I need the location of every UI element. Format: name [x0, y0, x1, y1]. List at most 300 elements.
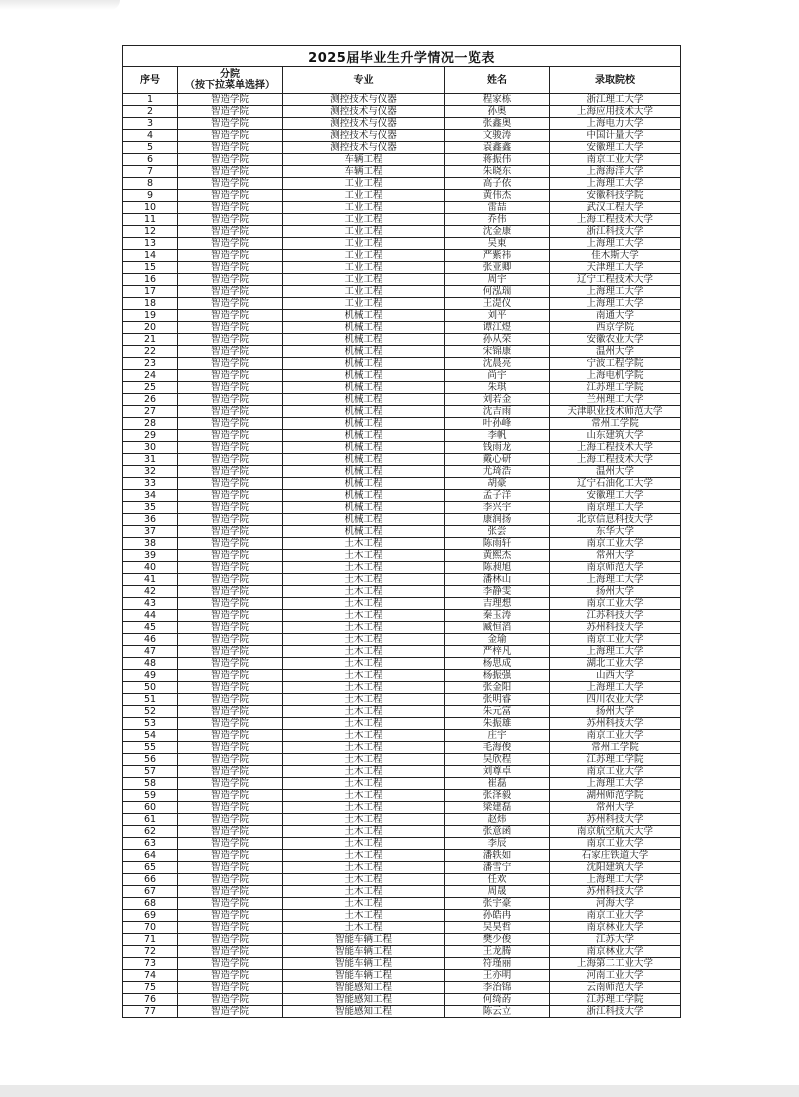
- table-row: [123, 562, 681, 574]
- cell-college[interactable]: 智造学院: [178, 394, 283, 406]
- admission-table: [122, 45, 681, 1018]
- cell-no: 28: [123, 418, 178, 430]
- table-row: [123, 526, 681, 538]
- table-row: [123, 826, 681, 838]
- cell-name: 任欢: [445, 874, 550, 886]
- table-row: [123, 322, 681, 334]
- cell-no: 41: [123, 574, 178, 586]
- cell-name: 吴東: [445, 238, 550, 250]
- table-row: [123, 958, 681, 970]
- cell-major: 工业工程: [283, 238, 445, 250]
- cell-no: 71: [123, 934, 178, 946]
- cell-major: 土木工程: [283, 910, 445, 922]
- cell-name: 程家栋: [445, 94, 550, 106]
- table-row: [123, 970, 681, 982]
- cell-major: 工业工程: [283, 250, 445, 262]
- cell-school: 兰州理工大学: [550, 394, 681, 406]
- cell-college[interactable]: 智造学院: [178, 982, 283, 994]
- cell-school: 辽宁工程技术大学: [550, 274, 681, 286]
- header-college: [178, 67, 283, 94]
- cell-name: 张亚卿: [445, 262, 550, 274]
- cell-name: 金瑜: [445, 634, 550, 646]
- cell-college[interactable]: 智造学院: [178, 670, 283, 682]
- cell-college[interactable]: 智造学院: [178, 478, 283, 490]
- page-corner-shadow: [0, 0, 120, 10]
- cell-college[interactable]: 智造学院: [178, 910, 283, 922]
- table-row: [123, 310, 681, 322]
- cell-college[interactable]: 智造学院: [178, 706, 283, 718]
- cell-major: 智能车辆工程: [283, 970, 445, 982]
- table-row: [123, 694, 681, 706]
- cell-no: 55: [123, 742, 178, 754]
- table-row: [123, 622, 681, 634]
- cell-major: 工业工程: [283, 202, 445, 214]
- table-row: [123, 1006, 681, 1018]
- cell-no: 65: [123, 862, 178, 874]
- cell-major: 工业工程: [283, 298, 445, 310]
- cell-college[interactable]: 智造学院: [178, 826, 283, 838]
- cell-college[interactable]: 智造学院: [178, 586, 283, 598]
- cell-name: 王亦明: [445, 970, 550, 982]
- cell-major: 机械工程: [283, 418, 445, 430]
- cell-school: 宁波工程学院: [550, 358, 681, 370]
- cell-name: 吴昊哲: [445, 922, 550, 934]
- cell-no: 61: [123, 814, 178, 826]
- cell-no: 12: [123, 226, 178, 238]
- cell-name: 李治锦: [445, 982, 550, 994]
- table-row: [123, 610, 681, 622]
- cell-college[interactable]: 智造学院: [178, 418, 283, 430]
- cell-major: 机械工程: [283, 334, 445, 346]
- cell-school: 山西大学: [550, 670, 681, 682]
- table-row: [123, 658, 681, 670]
- cell-no: 43: [123, 598, 178, 610]
- cell-name: 袁鑫鑫: [445, 142, 550, 154]
- table-row: [123, 250, 681, 262]
- cell-name: 胡豪: [445, 478, 550, 490]
- cell-no: 73: [123, 958, 178, 970]
- cell-college[interactable]: 智造学院: [178, 598, 283, 610]
- table-row: [123, 586, 681, 598]
- cell-college[interactable]: 智造学院: [178, 286, 283, 298]
- cell-no: 22: [123, 346, 178, 358]
- cell-major: 机械工程: [283, 466, 445, 478]
- cell-name: 张宇豪: [445, 898, 550, 910]
- cell-college[interactable]: 智造学院: [178, 94, 283, 106]
- cell-major: 土木工程: [283, 586, 445, 598]
- cell-college[interactable]: 智造学院: [178, 862, 283, 874]
- cell-college[interactable]: 智造学院: [178, 406, 283, 418]
- cell-name: 康润扬: [445, 514, 550, 526]
- cell-name: 吉理想: [445, 598, 550, 610]
- cell-college[interactable]: 智造学院: [178, 790, 283, 802]
- table-row: [123, 502, 681, 514]
- cell-major: 土木工程: [283, 922, 445, 934]
- cell-major: 机械工程: [283, 430, 445, 442]
- cell-school: 苏州科技大学: [550, 718, 681, 730]
- cell-major: 测控技术与仪器: [283, 106, 445, 118]
- table-title: 2025届毕业生升学情况一览表: [123, 46, 681, 67]
- cell-no: 26: [123, 394, 178, 406]
- table-row: [123, 682, 681, 694]
- cell-school: 上海理工大学: [550, 178, 681, 190]
- table-row: [123, 454, 681, 466]
- cell-school: 南京工业大学: [550, 154, 681, 166]
- cell-college[interactable]: 智造学院: [178, 298, 283, 310]
- cell-no: 45: [123, 622, 178, 634]
- header-major: 专业: [283, 67, 445, 94]
- cell-major: 土木工程: [283, 898, 445, 910]
- cell-major: 土木工程: [283, 574, 445, 586]
- cell-school: 天津职业技术师范大学: [550, 406, 681, 418]
- cell-no: 77: [123, 1006, 178, 1018]
- cell-major: 车辆工程: [283, 166, 445, 178]
- cell-school: 安徽科技学院: [550, 190, 681, 202]
- cell-school: 西京学院: [550, 322, 681, 334]
- cell-major: 土木工程: [283, 670, 445, 682]
- cell-name: 庄宇: [445, 730, 550, 742]
- cell-name: 何绮菂: [445, 994, 550, 1006]
- cell-no: 42: [123, 586, 178, 598]
- cell-no: 15: [123, 262, 178, 274]
- table-row: [123, 394, 681, 406]
- cell-no: 20: [123, 322, 178, 334]
- cell-major: 土木工程: [283, 790, 445, 802]
- cell-college[interactable]: 智造学院: [178, 778, 283, 790]
- cell-no: 51: [123, 694, 178, 706]
- table-row: [123, 766, 681, 778]
- cell-major: 土木工程: [283, 742, 445, 754]
- cell-major: 工业工程: [283, 190, 445, 202]
- cell-no: 34: [123, 490, 178, 502]
- cell-name: 李静雯: [445, 586, 550, 598]
- cell-major: 土木工程: [283, 634, 445, 646]
- cell-major: 智能车辆工程: [283, 934, 445, 946]
- cell-major: 工业工程: [283, 286, 445, 298]
- cell-college[interactable]: 智造学院: [178, 550, 283, 562]
- cell-college[interactable]: 智造学院: [178, 1006, 283, 1018]
- cell-name: 孙皓冉: [445, 910, 550, 922]
- cell-name: 严梓凡: [445, 646, 550, 658]
- header-school: 录取院校: [550, 67, 681, 94]
- cell-no: 57: [123, 766, 178, 778]
- cell-major: 土木工程: [283, 838, 445, 850]
- cell-school: 湖北工业大学: [550, 658, 681, 670]
- cell-college[interactable]: 智造学院: [178, 310, 283, 322]
- table-row: [123, 334, 681, 346]
- cell-major: 机械工程: [283, 406, 445, 418]
- cell-college[interactable]: 智造学院: [178, 970, 283, 982]
- cell-no: 31: [123, 454, 178, 466]
- cell-college[interactable]: 智造学院: [178, 370, 283, 382]
- cell-school: 苏州科技大学: [550, 622, 681, 634]
- cell-no: 60: [123, 802, 178, 814]
- cell-college[interactable]: 智造学院: [178, 898, 283, 910]
- cell-name: 赵炜: [445, 814, 550, 826]
- cell-major: 工业工程: [283, 178, 445, 190]
- cell-no: 70: [123, 922, 178, 934]
- cell-major: 土木工程: [283, 802, 445, 814]
- cell-major: 机械工程: [283, 382, 445, 394]
- cell-school: 上海理工大学: [550, 646, 681, 658]
- cell-name: 谭江煜: [445, 322, 550, 334]
- cell-name: 杨振强: [445, 670, 550, 682]
- cell-school: 山东建筑大学: [550, 430, 681, 442]
- cell-college[interactable]: 智造学院: [178, 466, 283, 478]
- table-row: [123, 190, 681, 202]
- cell-college[interactable]: 智造学院: [178, 958, 283, 970]
- cell-no: 62: [123, 826, 178, 838]
- cell-college[interactable]: 智造学院: [178, 238, 283, 250]
- cell-college[interactable]: 智造学院: [178, 946, 283, 958]
- cell-no: 7: [123, 166, 178, 178]
- cell-no: 58: [123, 778, 178, 790]
- cell-no: 4: [123, 130, 178, 142]
- cell-name: 黄熙杰: [445, 550, 550, 562]
- cell-college[interactable]: 智造学院: [178, 622, 283, 634]
- cell-school: 上海工程技术大学: [550, 442, 681, 454]
- cell-school: 上海理工大学: [550, 298, 681, 310]
- cell-name: 宋锦康: [445, 346, 550, 358]
- cell-no: 69: [123, 910, 178, 922]
- table-row: [123, 226, 681, 238]
- table-row: [123, 946, 681, 958]
- table-row: [123, 382, 681, 394]
- cell-school: 南京师范大学: [550, 562, 681, 574]
- cell-college[interactable]: 智造学院: [178, 526, 283, 538]
- table-row: [123, 238, 681, 250]
- cell-school: 河海大学: [550, 898, 681, 910]
- cell-school: 浙江科技大学: [550, 1006, 681, 1018]
- cell-school: 上海理工大学: [550, 778, 681, 790]
- cell-name: 秦玉涛: [445, 610, 550, 622]
- table-row: [123, 418, 681, 430]
- cell-major: 土木工程: [283, 874, 445, 886]
- cell-college[interactable]: 智造学院: [178, 502, 283, 514]
- cell-college[interactable]: 智造学院: [178, 226, 283, 238]
- cell-school: 东华大学: [550, 526, 681, 538]
- cell-college[interactable]: 智造学院: [178, 610, 283, 622]
- cell-college[interactable]: 智造学院: [178, 358, 283, 370]
- table-row: [123, 550, 681, 562]
- cell-no: 59: [123, 790, 178, 802]
- cell-school: 沈阳建筑大学: [550, 862, 681, 874]
- cell-college[interactable]: 智造学院: [178, 322, 283, 334]
- cell-no: 18: [123, 298, 178, 310]
- cell-college[interactable]: 智造学院: [178, 166, 283, 178]
- cell-college[interactable]: 智造学院: [178, 202, 283, 214]
- table-row: [123, 202, 681, 214]
- cell-college[interactable]: 智造学院: [178, 190, 283, 202]
- cell-college[interactable]: 智造学院: [178, 838, 283, 850]
- table-row: [123, 838, 681, 850]
- cell-college[interactable]: 智造学院: [178, 682, 283, 694]
- cell-name: 陈雨轩: [445, 538, 550, 550]
- cell-school: 温州大学: [550, 346, 681, 358]
- header-name: 姓名: [445, 67, 550, 94]
- cell-college[interactable]: 智造学院: [178, 130, 283, 142]
- cell-college[interactable]: 智造学院: [178, 634, 283, 646]
- table-row: [123, 886, 681, 898]
- cell-college[interactable]: 智造学院: [178, 262, 283, 274]
- table-row: [123, 994, 681, 1006]
- cell-college[interactable]: 智造学院: [178, 718, 283, 730]
- cell-name: 刘若金: [445, 394, 550, 406]
- cell-name: 潘雪宁: [445, 862, 550, 874]
- cell-school: 石家庄铁道大学: [550, 850, 681, 862]
- cell-major: 机械工程: [283, 454, 445, 466]
- cell-no: 38: [123, 538, 178, 550]
- cell-major: 土木工程: [283, 682, 445, 694]
- cell-name: 符瑾丽: [445, 958, 550, 970]
- cell-college[interactable]: 智造学院: [178, 850, 283, 862]
- cell-college[interactable]: 智造学院: [178, 814, 283, 826]
- cell-name: 陈昶旭: [445, 562, 550, 574]
- cell-major: 土木工程: [283, 598, 445, 610]
- cell-college[interactable]: 智造学院: [178, 922, 283, 934]
- table-row: [123, 742, 681, 754]
- table-row: [123, 298, 681, 310]
- cell-no: 17: [123, 286, 178, 298]
- cell-name: 刘尊卓: [445, 766, 550, 778]
- cell-school: 上海理工大学: [550, 574, 681, 586]
- cell-college[interactable]: 智造学院: [178, 514, 283, 526]
- cell-college[interactable]: 智造学院: [178, 346, 283, 358]
- cell-no: 35: [123, 502, 178, 514]
- cell-college[interactable]: 智造学院: [178, 154, 283, 166]
- cell-no: 53: [123, 718, 178, 730]
- cell-no: 27: [123, 406, 178, 418]
- cell-college[interactable]: 智造学院: [178, 754, 283, 766]
- cell-college[interactable]: 智造学院: [178, 562, 283, 574]
- cell-college[interactable]: 智造学院: [178, 574, 283, 586]
- cell-college[interactable]: 智造学院: [178, 538, 283, 550]
- table-row: [123, 934, 681, 946]
- cell-no: 63: [123, 838, 178, 850]
- table-row: [123, 802, 681, 814]
- cell-no: 40: [123, 562, 178, 574]
- cell-school: 湖州师范学院: [550, 790, 681, 802]
- cell-name: 乔伟: [445, 214, 550, 226]
- cell-no: 21: [123, 334, 178, 346]
- cell-no: 48: [123, 658, 178, 670]
- table-row: [123, 166, 681, 178]
- cell-college[interactable]: 智造学院: [178, 934, 283, 946]
- table-row: [123, 922, 681, 934]
- cell-school: 南京林业大学: [550, 946, 681, 958]
- cell-name: 尚宇: [445, 370, 550, 382]
- cell-no: 3: [123, 118, 178, 130]
- cell-name: 钱雨龙: [445, 442, 550, 454]
- cell-school: 南京理工大学: [550, 502, 681, 514]
- cell-college[interactable]: 智造学院: [178, 886, 283, 898]
- cell-college[interactable]: 智造学院: [178, 334, 283, 346]
- cell-name: 叶孙峰: [445, 418, 550, 430]
- cell-name: 孙奥: [445, 106, 550, 118]
- cell-no: 16: [123, 274, 178, 286]
- cell-college[interactable]: 智造学院: [178, 274, 283, 286]
- cell-name: 王湜仪: [445, 298, 550, 310]
- cell-name: 雷喆: [445, 202, 550, 214]
- cell-no: 44: [123, 610, 178, 622]
- cell-no: 13: [123, 238, 178, 250]
- cell-major: 测控技术与仪器: [283, 118, 445, 130]
- cell-college[interactable]: 智造学院: [178, 454, 283, 466]
- cell-college[interactable]: 智造学院: [178, 646, 283, 658]
- cell-major: 工业工程: [283, 262, 445, 274]
- cell-major: 机械工程: [283, 346, 445, 358]
- cell-name: 李辰: [445, 838, 550, 850]
- cell-school: 浙江科技大学: [550, 226, 681, 238]
- cell-school: 中国计量大学: [550, 130, 681, 142]
- cell-college[interactable]: 智造学院: [178, 442, 283, 454]
- table-row: [123, 358, 681, 370]
- table-body: [123, 94, 681, 1018]
- cell-college[interactable]: 智造学院: [178, 802, 283, 814]
- cell-college[interactable]: 智造学院: [178, 742, 283, 754]
- cell-school: 南京工业大学: [550, 910, 681, 922]
- cell-no: 10: [123, 202, 178, 214]
- cell-college[interactable]: 智造学院: [178, 490, 283, 502]
- cell-college[interactable]: 智造学院: [178, 106, 283, 118]
- table-row: [123, 634, 681, 646]
- cell-school: 上海第二工业大学: [550, 958, 681, 970]
- cell-school: 上海工程技术大学: [550, 214, 681, 226]
- cell-college[interactable]: 智造学院: [178, 142, 283, 154]
- cell-college[interactable]: 智造学院: [178, 766, 283, 778]
- cell-school: 上海海洋大学: [550, 166, 681, 178]
- table-row: [123, 214, 681, 226]
- cell-major: 机械工程: [283, 490, 445, 502]
- cell-college[interactable]: 智造学院: [178, 994, 283, 1006]
- cell-school: 南京工业大学: [550, 766, 681, 778]
- cell-name: 何泓瑞: [445, 286, 550, 298]
- cell-college[interactable]: 智造学院: [178, 430, 283, 442]
- cell-name: 李兴宇: [445, 502, 550, 514]
- cell-college[interactable]: 智造学院: [178, 874, 283, 886]
- cell-school: 南京工业大学: [550, 838, 681, 850]
- cell-school: 南京林业大学: [550, 922, 681, 934]
- cell-school: 常州大学: [550, 550, 681, 562]
- cell-name: 沈金康: [445, 226, 550, 238]
- cell-major: 机械工程: [283, 442, 445, 454]
- cell-school: 南京工业大学: [550, 538, 681, 550]
- cell-major: 土木工程: [283, 622, 445, 634]
- table-row: [123, 154, 681, 166]
- table-row: [123, 478, 681, 490]
- cell-name: 朱琪: [445, 382, 550, 394]
- cell-college[interactable]: 智造学院: [178, 250, 283, 262]
- cell-college[interactable]: 智造学院: [178, 382, 283, 394]
- cell-major: 机械工程: [283, 310, 445, 322]
- cell-college[interactable]: 智造学院: [178, 694, 283, 706]
- cell-college[interactable]: 智造学院: [178, 658, 283, 670]
- cell-college[interactable]: 智造学院: [178, 118, 283, 130]
- cell-name: 毛海俊: [445, 742, 550, 754]
- cell-college[interactable]: 智造学院: [178, 178, 283, 190]
- cell-major: 土木工程: [283, 610, 445, 622]
- cell-college[interactable]: 智造学院: [178, 214, 283, 226]
- cell-no: 36: [123, 514, 178, 526]
- cell-major: 土木工程: [283, 646, 445, 658]
- cell-college[interactable]: 智造学院: [178, 730, 283, 742]
- cell-school: 南通大学: [550, 310, 681, 322]
- cell-no: 39: [123, 550, 178, 562]
- cell-major: 土木工程: [283, 718, 445, 730]
- cell-name: 潘林山: [445, 574, 550, 586]
- cell-school: 上海理工大学: [550, 286, 681, 298]
- cell-school: 扬州大学: [550, 706, 681, 718]
